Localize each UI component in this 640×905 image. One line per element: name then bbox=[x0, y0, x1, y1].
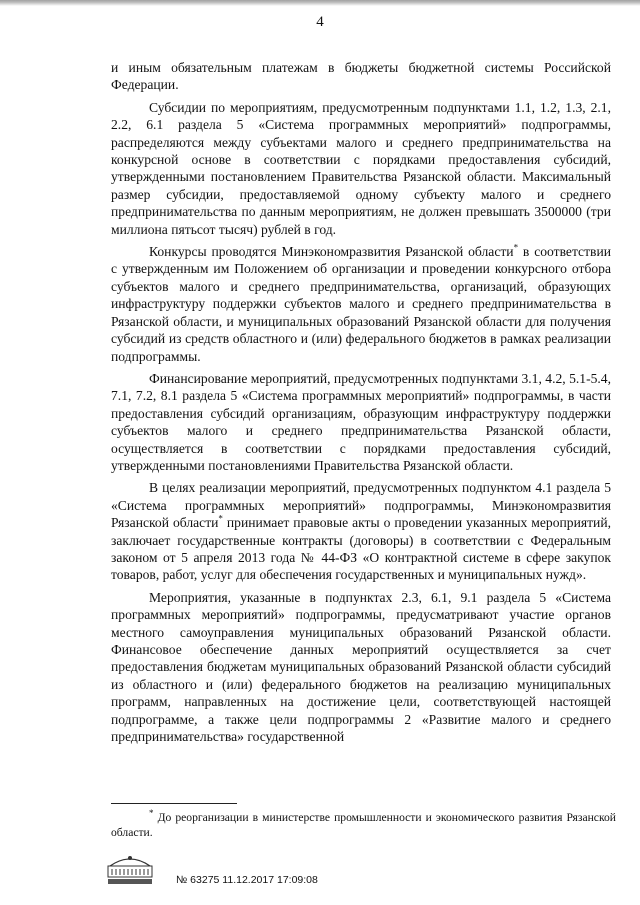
paragraph-6: Мероприятия, указанные в подпунктах 2.3, 6.1, 9.1 раздела 5 «Система программных мероприятий» подпрограммы, предусматривают участие органов местного самоуправления муниципальных образований Рязанской области. Финансовое обеспечение данных мероприятий осуществляется за счет предоставления бюджетам муниципальных образований Рязанской области субсидий из областного и (или) федерального бюджетов на реализацию муниципальных программ, направленных на достижение цели, соответствующей настоящей подпрограмме, а также цели подпрограммы 2 «Развитие малого и среднего предпринимательства» государственной bbox=[111, 589, 611, 745]
footnote-mark: * bbox=[149, 808, 154, 819]
footnote-text: До реорганизации в министерстве промышленности и экономического развития Рязанской области. bbox=[111, 811, 616, 839]
paragraph-3-text-b: в соответствии с утвержденным им Положением об организации и проведении конкурсного отбора субъектов малого и среднего предпринимательства, организаций, образующих инфраструктуру поддержки субъектов малого и среднего предпринимательства в Рязанской области, и муниципальных образований Рязанской области для получения субсидий из средств областного и (или) федерального бюджетов в рамках реализации подпрограммы. bbox=[111, 244, 611, 364]
footnote-reference: * bbox=[513, 242, 519, 253]
footnote-reference: * bbox=[218, 513, 223, 524]
page-number: 4 bbox=[316, 14, 324, 30]
paragraph-2: Субсидии по мероприятиям, предусмотренным подпунктами 1.1, 1.2, 1.3, 2.1, 2.2, 6.1 раздела 5 «Система программных мероприятий» подпрограммы, распределяются между субъектами малого и среднего предпринимательства на конкурсной основе в соответствии с порядками предоставления субсидий, утвержденными постановлением Правительства Рязанской области. Максимальный размер субсидии, предоставляемой одному субъекту малого и среднего предпринимательства по данным мероприятиям, не должен превышать 3500000 (три миллиона пятьсот тысяч) рублей в год. bbox=[111, 99, 611, 237]
paragraph-3-text-a: Конкурсы проводятся Минэкономразвития Рязанской области bbox=[149, 244, 514, 260]
paragraph-3 bbox=[111, 243, 611, 365]
footnote-divider bbox=[111, 803, 237, 804]
paragraph-4: Финансирование мероприятий, предусмотренных подпунктами 3.1, 4.2, 5.1-5.4, 7.1, 7.2, 8.1 раздела 5 «Система программных мероприятий» подпрограммы, в части предоставления субсидий организациям, образующим инфраструктуру поддержки субъектов малого и среднего предпринимательства Рязанской области, осуществляется в соответствии с порядками предоставления субсидий, утвержденными постановлениями Правительства Рязанской области. bbox=[111, 370, 611, 473]
footnote bbox=[111, 810, 616, 840]
document-stamp: № 63275 11.12.2017 17:09:08 bbox=[176, 874, 318, 886]
registry-seal-icon bbox=[104, 850, 156, 888]
paragraph-5 bbox=[111, 479, 611, 583]
document-body bbox=[111, 59, 611, 750]
scan-edge bbox=[0, 0, 640, 6]
paragraph-1: и иным обязательным платежам в бюджеты бюджетной системы Российской Федерации. bbox=[111, 60, 611, 93]
paragraph-5-text-a: В целях реализации мероприятий, предусмотренных подпунктом 4.1 раздела 5 «Система программных мероприятий» подпрограммы, Минэкономразвития Рязанской области bbox=[111, 480, 611, 531]
paragraph-5-text-b: принимает правовые акты о проведении указанных мероприятий, заключает государственные контракты (договоры) в соответствии с Федеральным законом от 5 апреля 2013 года № 44-ФЗ «О контрактной системе в сфере закупок товаров, работ, услуг для обеспечения государственных и муниципальных нужд». bbox=[111, 515, 611, 583]
